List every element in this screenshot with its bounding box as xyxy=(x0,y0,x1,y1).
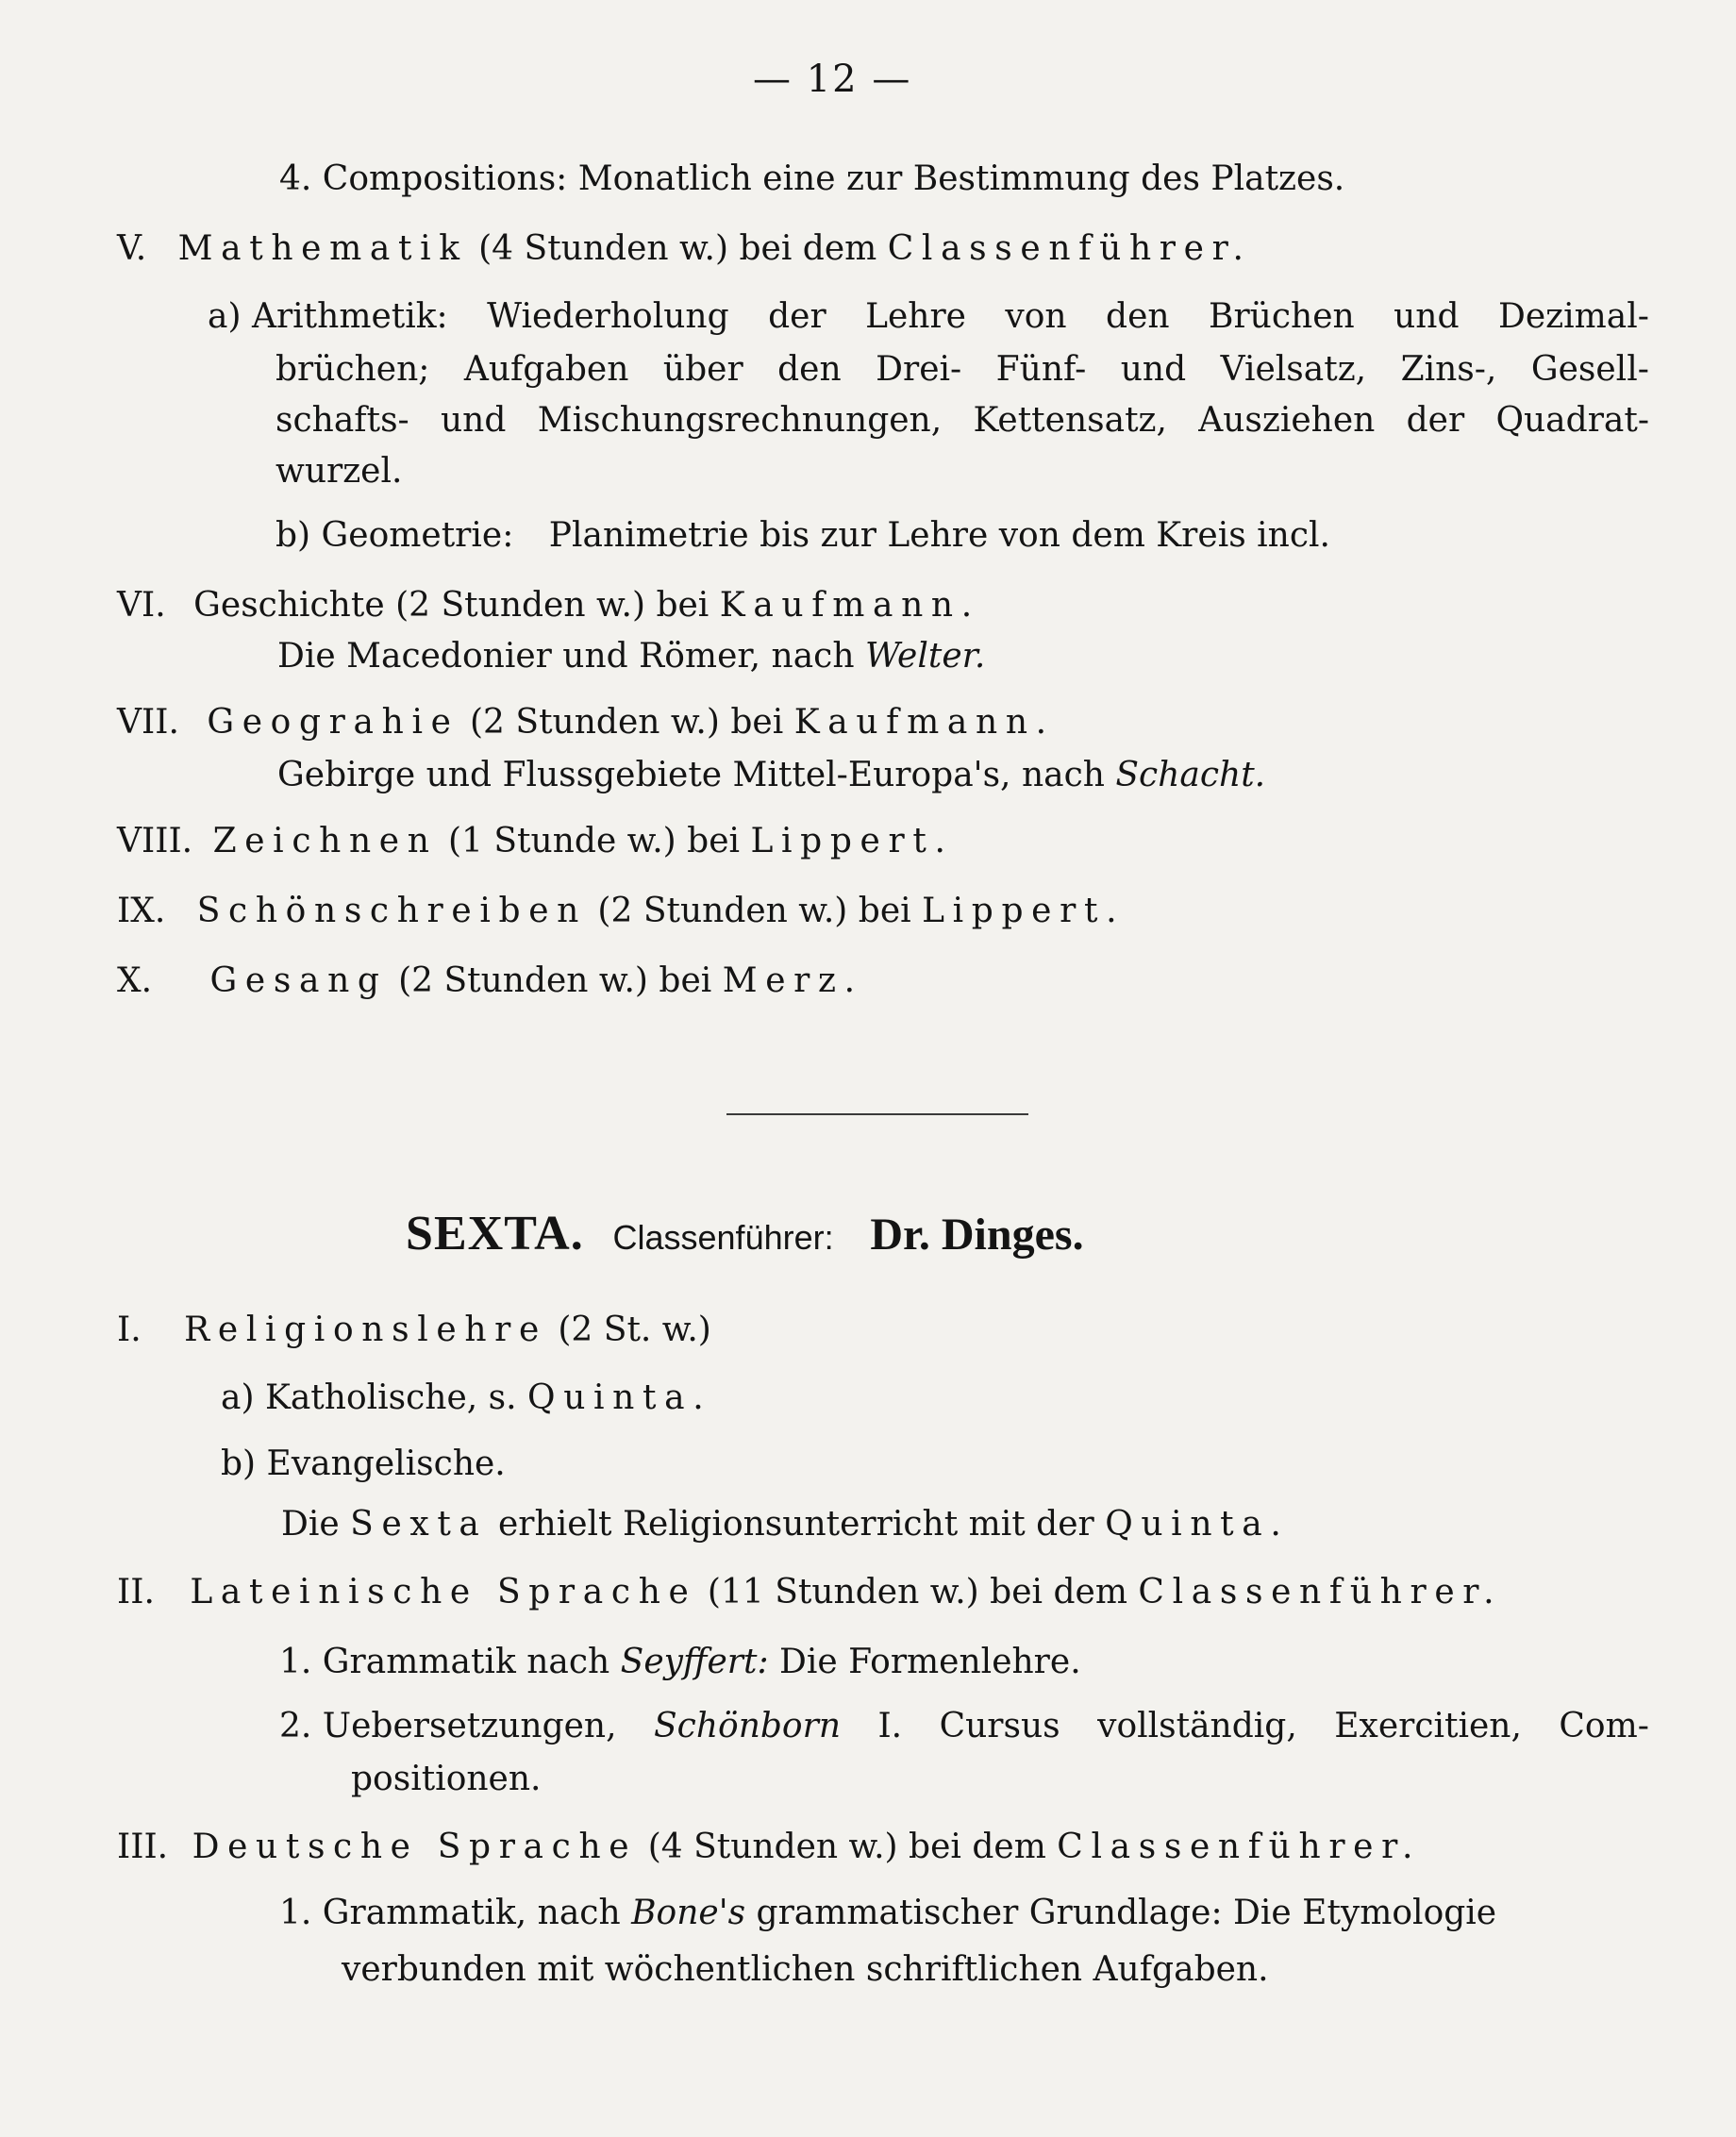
word: Fünf- xyxy=(995,350,1087,389)
word: und xyxy=(1394,297,1460,336)
zeichnen-heading xyxy=(117,821,954,862)
latein-item-1 xyxy=(279,1642,1081,1683)
word: Exercitien, xyxy=(1334,1707,1522,1745)
item-text: Die Formenlehre. xyxy=(779,1643,1081,1681)
catholic-label: a) Katholische, s. xyxy=(221,1378,517,1417)
teacher-name: Kaufmann. xyxy=(719,586,980,625)
word: vollständig, xyxy=(1097,1707,1297,1745)
author-name: Seyffert: xyxy=(620,1643,769,1681)
word: der xyxy=(1406,401,1465,440)
word: den xyxy=(1106,297,1170,336)
word: Gesell- xyxy=(1530,350,1649,389)
arithmetik-line-1 xyxy=(208,296,1649,338)
geometrie-line xyxy=(275,515,1330,557)
subject-details: (1 Stunde w.) bei xyxy=(448,822,741,860)
word: Cursus xyxy=(939,1707,1060,1745)
word: Lehre xyxy=(865,297,966,336)
sexta-heading xyxy=(406,1207,1084,1262)
catholic-reference: Quinta. xyxy=(527,1378,712,1417)
geometrie-text: Planimetrie bis zur Lehre von dem Kreis incl. xyxy=(548,516,1330,555)
word: schafts- xyxy=(275,401,409,440)
latein-heading xyxy=(117,1572,1502,1613)
word: Mischungsrechnungen, xyxy=(537,401,943,440)
teacher-name: Lippert. xyxy=(922,892,1126,930)
section-numeral: VI. xyxy=(117,586,166,625)
subject-details: (2 St. w.) xyxy=(558,1311,711,1349)
author-name: Welter. xyxy=(864,637,986,676)
word: brüchen; xyxy=(275,350,430,389)
word: Drei- xyxy=(876,350,962,389)
subject-name: Deutsche Sprache xyxy=(192,1828,638,1866)
note-text: erhielt Religionsunterricht mit der xyxy=(498,1505,1094,1544)
geschichte-content xyxy=(277,636,985,677)
subject-name: Mathematik xyxy=(177,229,468,268)
item-text: grammatischer Grundlage: Die Etymologie xyxy=(756,1894,1497,1932)
word: Zins-, xyxy=(1400,350,1497,389)
word: Com- xyxy=(1559,1707,1649,1745)
word: Dezimal- xyxy=(1497,297,1649,336)
item-text: 1. Grammatik, nach xyxy=(279,1894,621,1932)
word: den xyxy=(777,350,842,389)
latein-item-2 xyxy=(279,1706,1649,1747)
subject-name: Geschichte xyxy=(193,586,385,625)
subject-details: (2 Stunden w.) bei xyxy=(470,703,784,742)
word: und xyxy=(441,401,507,440)
religion-evangelic: b) Evangelische. xyxy=(221,1444,506,1483)
religion-catholic xyxy=(221,1377,711,1419)
word: Aufgaben xyxy=(463,350,629,389)
deutsch-item-1 xyxy=(279,1893,1496,1934)
word: Quadrat- xyxy=(1495,401,1649,440)
deutsch-item-1-cont: verbunden mit wöchentlichen schriftlichen Aufgaben. xyxy=(342,1950,1269,1989)
section-numeral: I. xyxy=(117,1311,142,1349)
section-numeral: III. xyxy=(117,1828,169,1866)
word: Ausziehen xyxy=(1198,401,1376,440)
teacher-name: Kaufmann. xyxy=(793,703,1055,742)
section-numeral: IX. xyxy=(117,892,166,930)
subject-details: (2 Stunden w.) bei xyxy=(597,892,911,930)
teacher-name: Classenführer. xyxy=(1057,1828,1422,1866)
subject-name: Geograhie xyxy=(207,703,459,742)
gesang-heading xyxy=(117,960,863,1002)
subject-name: Lateinische Sprache xyxy=(190,1573,697,1611)
author-name: Bone's xyxy=(631,1894,746,1932)
subject-details: (11 Stunden w.) bei dem xyxy=(707,1573,1127,1611)
arithmetik-line-4: wurzel. xyxy=(275,452,403,491)
religion-note xyxy=(281,1504,1289,1545)
note-reference: Quinta. xyxy=(1105,1505,1290,1544)
subject-name: Schönschreiben xyxy=(196,892,587,930)
teacher-name: Lippert. xyxy=(750,822,954,860)
teacher-name: Classenführer. xyxy=(887,229,1252,268)
subject-details: (2 Stunden w.) bei xyxy=(395,586,709,625)
geometrie-label: b) Geometrie: xyxy=(275,516,514,555)
teacher-name: Merz. xyxy=(722,961,863,1000)
arithmetik-line-2 xyxy=(275,349,1649,391)
classleader-label: Classenführer: xyxy=(612,1218,834,1257)
word: Wiederholung xyxy=(487,297,729,336)
latein-item-2-cont: positionen. xyxy=(351,1760,542,1798)
section-numeral: VIII. xyxy=(117,822,193,860)
note-class: Sexta xyxy=(350,1505,488,1544)
arithmetik-line-3 xyxy=(275,400,1649,442)
schoenschreiben-heading xyxy=(117,891,1125,932)
classleader-name: Dr. Dinges. xyxy=(870,1210,1084,1260)
word: und xyxy=(1120,350,1187,389)
compositions-line: 4. Compositions: Monatlich eine zur Bestimmung des Platzes. xyxy=(279,159,1345,198)
item-text: 1. Grammatik nach xyxy=(279,1643,610,1681)
item-text: 2. Uebersetzungen, xyxy=(279,1707,617,1745)
deutsch-heading xyxy=(117,1827,1421,1868)
sexta-title: SEXTA. xyxy=(406,1207,584,1260)
word: Brüchen xyxy=(1209,297,1355,336)
word: Vielsatz, xyxy=(1220,350,1367,389)
mathematik-heading xyxy=(117,228,1252,270)
religion-heading xyxy=(117,1310,711,1351)
section-numeral: V. xyxy=(117,229,147,268)
subject-details: (4 Stunden w.) bei dem xyxy=(478,229,877,268)
section-numeral: X. xyxy=(117,961,153,1000)
geschichte-heading xyxy=(117,585,980,626)
subject-details: (4 Stunden w.) bei dem xyxy=(647,1828,1046,1866)
geographie-heading xyxy=(117,702,1055,743)
subject-name: Religionslehre xyxy=(184,1311,547,1349)
geographie-content xyxy=(277,755,1265,796)
word: I. xyxy=(877,1707,903,1745)
teacher-name: Classenführer. xyxy=(1138,1573,1503,1611)
word: über xyxy=(662,350,743,389)
subject-name: Gesang xyxy=(209,961,388,1000)
section-numeral: II. xyxy=(117,1573,155,1611)
author-name: Schönborn xyxy=(654,1707,841,1745)
arithmetik-label: a) Arithmetik: xyxy=(208,297,448,336)
word: der xyxy=(768,297,826,336)
page-number: — 12 — xyxy=(753,58,912,101)
content-text: Gebirge und Flussgebiete Mittel-Europa's, nach xyxy=(277,756,1105,794)
subject-details: (2 Stunden w.) bei xyxy=(398,961,712,1000)
note-text: Die xyxy=(281,1505,340,1544)
word: Kettensatz, xyxy=(973,401,1167,440)
content-text: Die Macedonier und Römer, nach xyxy=(277,637,855,676)
author-name: Schacht. xyxy=(1115,756,1266,794)
section-numeral: VII. xyxy=(117,703,179,742)
subject-name: Zeichnen xyxy=(212,822,438,860)
section-divider xyxy=(726,1113,1028,1115)
word: von xyxy=(1005,297,1067,336)
